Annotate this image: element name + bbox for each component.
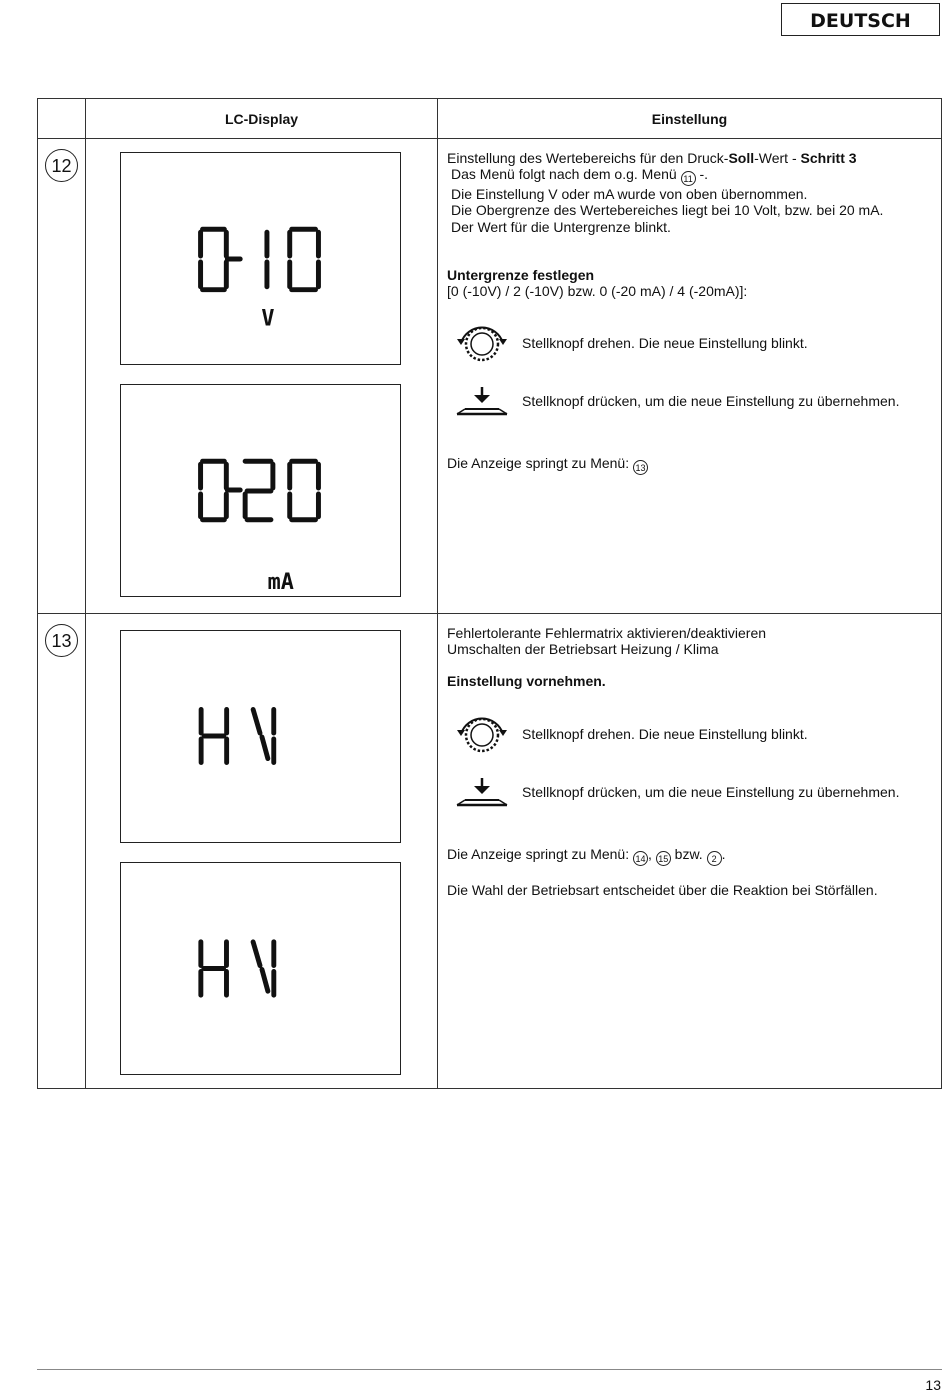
press-knob-icon: [447, 385, 522, 417]
row12-step-press: [447, 385, 932, 417]
lcd-display-hv-2: [120, 862, 401, 1075]
rotate-knob-icon: [447, 714, 522, 754]
row12-lcd-cell: [86, 139, 438, 614]
row12-line1: Das Menü folgt nach dem o.g. Menü 11 -.: [451, 166, 709, 185]
header-lc-display: LC-Display: [86, 99, 438, 139]
rotate-knob-icon: [447, 323, 522, 363]
row12-number: 12: [45, 149, 78, 182]
row12-description: [438, 139, 942, 614]
row12-step-turn: [447, 323, 932, 363]
row13-step-turn-text: Stellknopf drehen. Die neue Einstellung blinkt.: [522, 725, 808, 742]
row12-step-turn-text: Stellknopf drehen. Die neue Einstellung blinkt.: [522, 335, 808, 352]
page-number: 13: [925, 1377, 941, 1393]
row12-step-press-text: Stellknopf drücken, um die neue Einstellung zu übernehmen.: [522, 393, 900, 410]
table-row-13: [38, 614, 942, 1089]
row13-line2: Umschalten der Betriebsart Heizung / Klima: [447, 641, 719, 658]
header-num-cell: [38, 99, 86, 139]
row13-step-press: [447, 776, 932, 808]
row12-subhead: Untergrenze festlegen: [447, 266, 595, 283]
row13-number: 13: [45, 624, 78, 657]
row13-step-turn: [447, 714, 932, 754]
row13-num-cell: [38, 614, 86, 1089]
settings-table: [37, 98, 942, 1089]
row13-line1: Fehlertolerante Fehlermatrix aktivieren/deaktivieren: [447, 625, 767, 641]
row12-num-cell: [38, 139, 86, 614]
row12-line3: Die Obergrenze des Wertebereiches liegt bei 10 Volt, bzw. bei 20 mA.: [451, 202, 884, 219]
row13-jump: Die Anzeige springt zu Menü: 14 , 15 bzw. 2 .: [447, 845, 726, 864]
footer-divider: [37, 1369, 942, 1370]
table-header-row: [38, 99, 942, 139]
row12-line4: Der Wert für die Untergrenze blinkt.: [451, 218, 671, 235]
menu-ref-2: 2: [707, 851, 722, 866]
row13-lcd-cell: [86, 614, 438, 1089]
row13-description: [438, 614, 942, 1089]
table-row-12: [38, 139, 942, 614]
row13-step-press-text: Stellknopf drücken, um die neue Einstellung zu übernehmen.: [522, 783, 900, 800]
menu-ref-14: 14: [633, 851, 648, 866]
row12-line2: Die Einstellung V oder mA wurde von oben übernommen.: [451, 186, 808, 203]
lcd-unit-v: V: [261, 306, 275, 332]
row13-note: Die Wahl der Betriebsart entscheidet über die Reaktion bei Störfällen.: [447, 881, 878, 898]
row12-range: [0 (-10V) / 2 (-10V) bzw. 0 (-20 mA) / 4 (-20mA)]:: [447, 283, 748, 300]
menu-ref-11: 11: [681, 171, 696, 186]
row12-jump: Die Anzeige springt zu Menü: 13: [447, 455, 932, 475]
lcd-display-0-20-ma: [120, 384, 401, 597]
language-label: DEUTSCH: [781, 3, 940, 36]
menu-ref-13: 13: [633, 460, 648, 475]
row13-subhead: Einstellung vornehmen.: [447, 673, 606, 690]
header-einstellung: Einstellung: [438, 99, 942, 139]
lcd-display-hv-1: [120, 630, 401, 843]
lcd-unit-ma: mA: [267, 570, 294, 596]
row12-title: Einstellung des Wertebereichs für den Druck-Soll-Wert - Schritt 3: [447, 150, 857, 166]
press-knob-icon: [447, 776, 522, 808]
menu-ref-15: 15: [656, 851, 671, 866]
lcd-display-0-10-v: [120, 152, 401, 365]
